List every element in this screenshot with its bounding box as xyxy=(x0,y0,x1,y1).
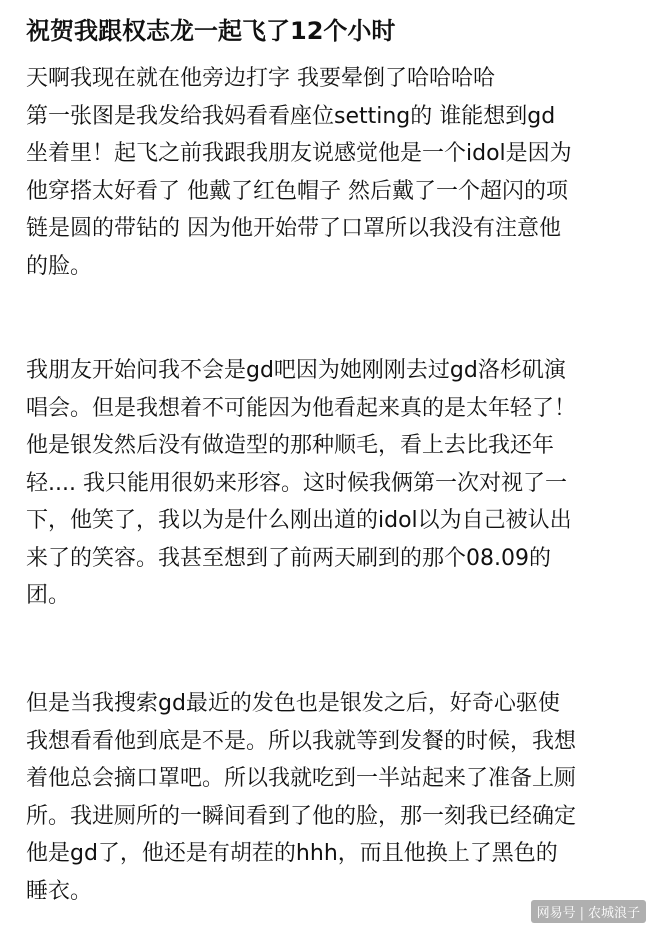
post xyxy=(26,0,642,904)
text-line: 他是gd了，他还是有胡茬的hhh，而且他换上了黑色的 xyxy=(26,841,558,866)
text-line: 我朋友开始问我不会是gd吧因为她刚刚去过gd洛杉矶演 xyxy=(26,358,566,383)
text-line: 坐着里！起飞之前我跟我朋友说感觉他是一个idol是因为 xyxy=(26,141,572,166)
text-line: 他是银发然后没有做造型的那种顺毛，看上去比我还年 xyxy=(26,433,555,458)
text-line: 所。我进厕所的一瞬间看到了他的脸，那一刻我已经确定 xyxy=(26,803,577,829)
text-line: 链是圆的带钻的 因为他开始带了口罩所以我没有注意他 xyxy=(26,216,561,241)
text-line: 下，他笑了，我以为是什么刚出道的idol以为自己被认出 xyxy=(26,508,572,533)
text-line: 唱会。但是我想着不可能因为他看起来真的是太年轻了！ xyxy=(26,395,577,421)
text-line: 我想看看他到底是不是。所以我就等到发餐的时候，我想 xyxy=(26,728,577,754)
watermark-divider: | xyxy=(579,906,584,921)
text-line: 但是当我搜索gd最近的发色也是银发之后，好奇心驱使 xyxy=(26,691,560,716)
watermark-source: 网易号 xyxy=(536,906,576,921)
text-line: 轻.... 我只能用很奶来形容。这时候我俩第一次对视了一 xyxy=(26,470,567,496)
text-line: 睡衣。 xyxy=(26,878,93,904)
text-line: 他穿搭太好看了 他戴了红色帽子 然后戴了一个超闪的项 xyxy=(26,178,568,204)
text-line: 来了的笑容。我甚至想到了前两天刷到的那个08.09的 xyxy=(26,545,551,571)
text-line: 着他总会摘口罩吧。所以我就吃到一半站起来了准备上厕 xyxy=(26,766,577,791)
text-line: 天啊我现在就在他旁边打字 我要晕倒了哈哈哈哈 xyxy=(26,66,495,91)
post-title: 祝贺我跟权志龙一起飞了12个小时 xyxy=(26,17,396,45)
paragraph-3 xyxy=(26,685,576,910)
paragraph-2 xyxy=(26,352,576,615)
text-line: 团。 xyxy=(26,583,71,608)
watermark-author: 农城浪子 xyxy=(587,906,640,921)
text-line: 第一张图是我发给我妈看看座位setting的 谁能想到gd xyxy=(26,103,556,129)
paragraph-1 xyxy=(26,60,572,285)
text-line: 的脸。 xyxy=(26,253,93,279)
watermark xyxy=(531,900,646,923)
